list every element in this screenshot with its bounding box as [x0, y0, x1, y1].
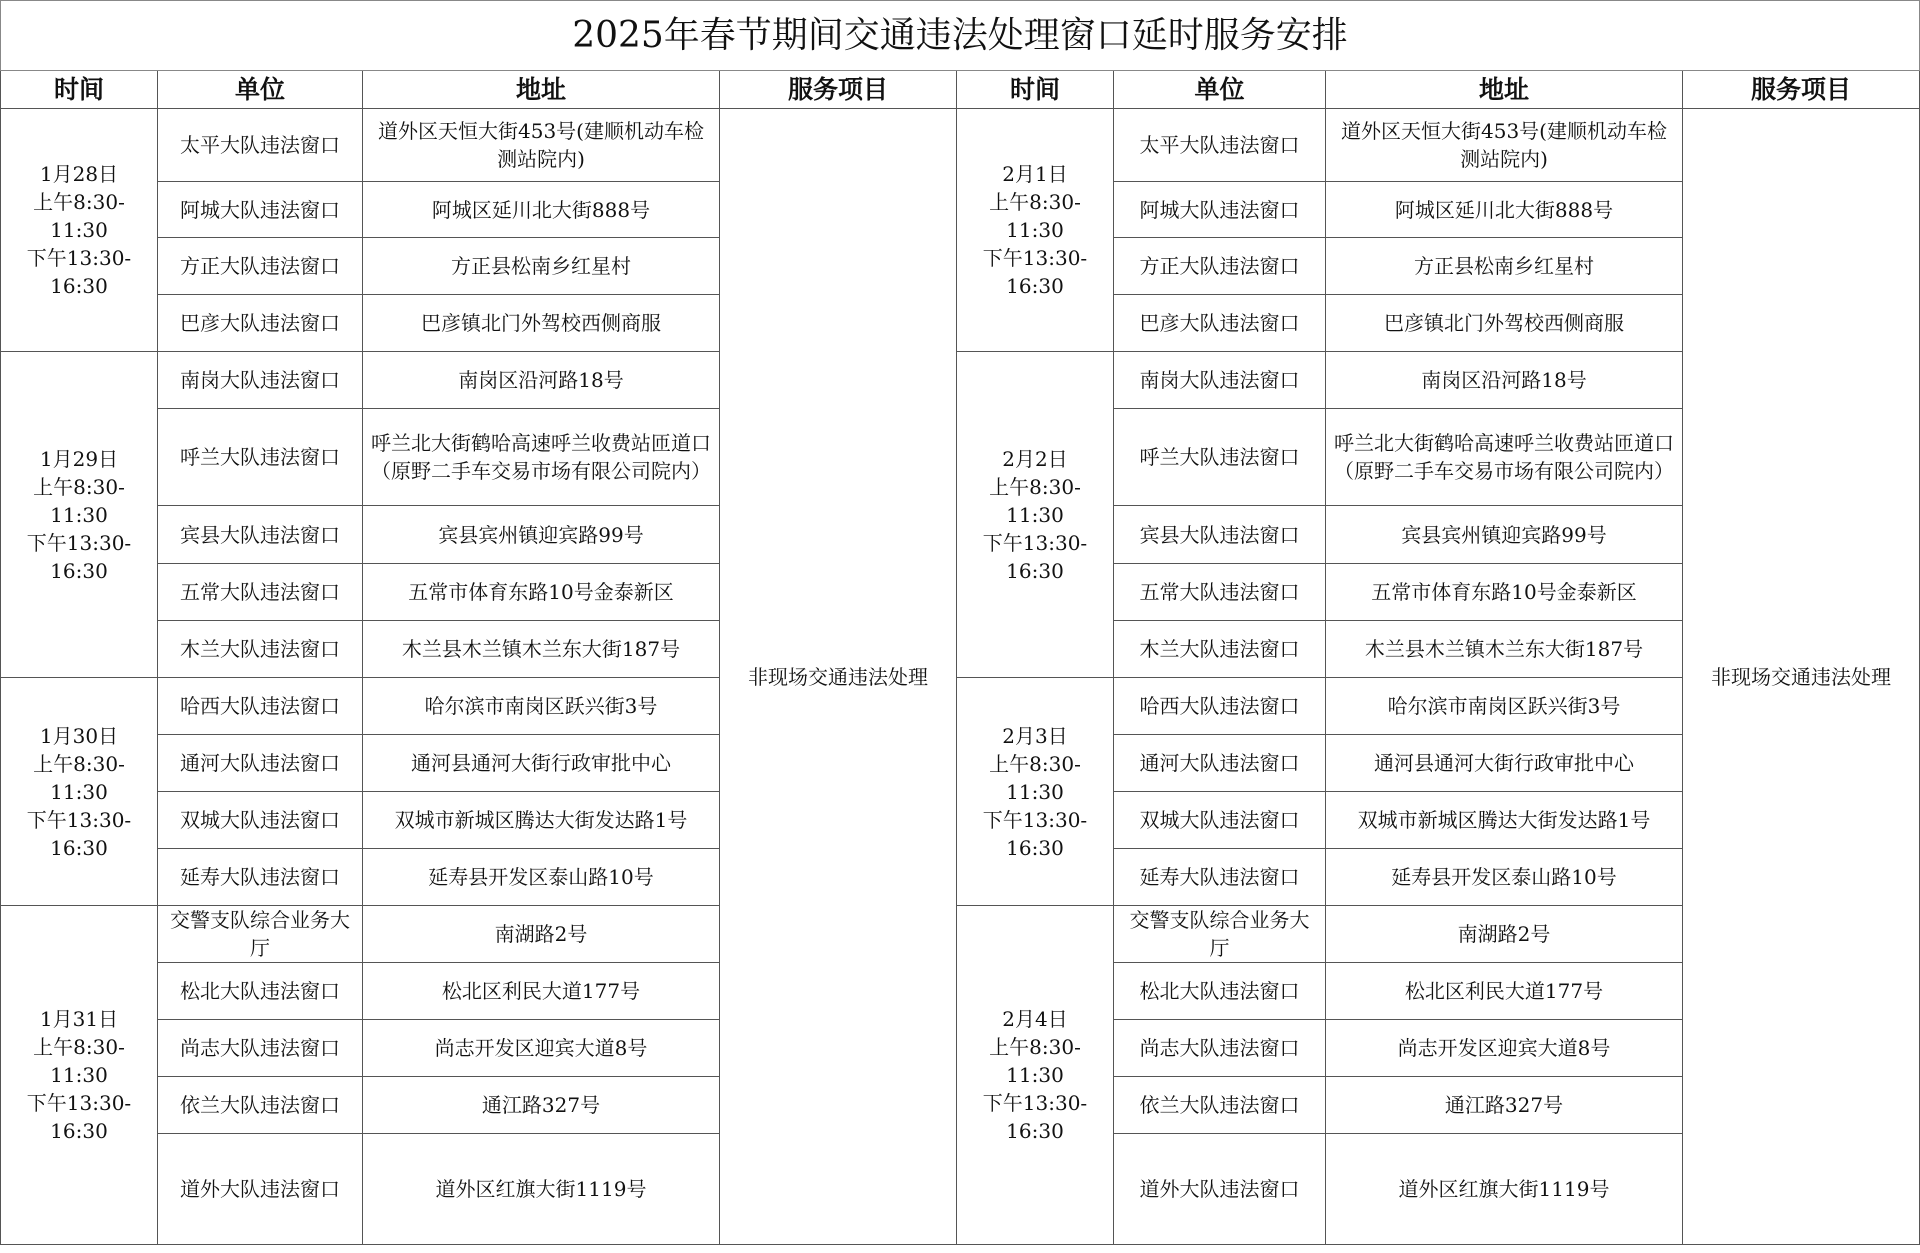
unit-cell-left: 依兰大队违法窗口: [158, 1077, 363, 1134]
page-title: 2025年春节期间交通违法处理窗口延时服务安排: [1, 1, 1920, 71]
unit-cell-left: 延寿大队违法窗口: [158, 849, 363, 906]
time-am: 上午8:30-11:30: [989, 474, 1081, 527]
address-cell-right: 双城市新城区腾达大街发达路1号: [1326, 792, 1683, 849]
address-cell-left: 呼兰北大街鹤哈高速呼兰收费站匝道口 （原野二手车交易市场有限公司院内）: [363, 409, 720, 506]
unit-cell-right: 道外大队违法窗口: [1114, 1134, 1326, 1245]
time-date: 2月4日: [1002, 1007, 1068, 1031]
unit-cell-right: 木兰大队违法窗口: [1114, 621, 1326, 678]
time-cell-left: [1, 352, 158, 678]
header-address-left: 地址: [363, 71, 720, 109]
unit-cell-left: 尚志大队违法窗口: [158, 1020, 363, 1077]
header-service-left: 服务项目: [720, 71, 957, 109]
unit-cell-left: 方正大队违法窗口: [158, 238, 363, 295]
unit-cell-right: 太平大队违法窗口: [1114, 109, 1326, 182]
header-unit-right: 单位: [1114, 71, 1326, 109]
address-cell-left: 延寿县开发区泰山路10号: [363, 849, 720, 906]
unit-cell-right: 五常大队违法窗口: [1114, 564, 1326, 621]
unit-cell-right: 交警支队综合业务大厅: [1114, 906, 1326, 963]
header-unit-left: 单位: [158, 71, 363, 109]
address-cell-left: 五常市体育东路10号金泰新区: [363, 564, 720, 621]
table-row: [1, 109, 1920, 182]
header-time-right: 时间: [957, 71, 1114, 109]
address-cell-right: 道外区天恒大街453号(建顺机动车检测站院内): [1326, 109, 1683, 182]
address-cell-right: 宾县宾州镇迎宾路99号: [1326, 506, 1683, 564]
address-cell-right: 方正县松南乡红星村: [1326, 238, 1683, 295]
time-pm: 下午13:30-16:30: [982, 1091, 1088, 1143]
address-cell-left: 南湖路2号: [363, 906, 720, 963]
time-pm: 下午13:30-16:30: [982, 530, 1088, 583]
address-cell-left: 通江路327号: [363, 1077, 720, 1134]
address-cell-right: 巴彦镇北门外驾校西侧商服: [1326, 295, 1683, 352]
unit-cell-left: 哈西大队违法窗口: [158, 678, 363, 735]
time-cell-left: [1, 906, 158, 1245]
unit-cell-left: 五常大队违法窗口: [158, 564, 363, 621]
header-service-right: 服务项目: [1683, 71, 1920, 109]
header-time-left: 时间: [1, 71, 158, 109]
address-cell-left: 宾县宾州镇迎宾路99号: [363, 506, 720, 564]
unit-cell-left: 道外大队违法窗口: [158, 1134, 363, 1245]
address-cell-left: 道外区天恒大街453号(建顺机动车检测站院内): [363, 109, 720, 182]
unit-cell-left: 双城大队违法窗口: [158, 792, 363, 849]
address-cell-left: 尚志开发区迎宾大道8号: [363, 1020, 720, 1077]
unit-cell-right: 阿城大队违法窗口: [1114, 182, 1326, 238]
address-cell-right: 南岗区沿河路18号: [1326, 352, 1683, 409]
time-cell-right: [957, 906, 1114, 1245]
unit-cell-left: 太平大队违法窗口: [158, 109, 363, 182]
unit-cell-left: 通河大队违法窗口: [158, 735, 363, 792]
time-date: 1月29日: [39, 446, 119, 471]
time-pm: 下午13:30-16:30: [26, 1091, 132, 1143]
header-row: [1, 71, 1920, 109]
table-row: [1, 352, 1920, 409]
table-row: [1, 678, 1920, 735]
address-cell-left: 道外区红旗大街1119号: [363, 1134, 720, 1245]
unit-cell-left: 阿城大队违法窗口: [158, 182, 363, 238]
unit-cell-right: 呼兰大队违法窗口: [1114, 409, 1326, 506]
time-cell-left: [1, 109, 158, 352]
time-date: 2月3日: [1002, 723, 1068, 748]
time-cell-left: [1, 678, 158, 906]
address-cell-left: 方正县松南乡红星村: [363, 238, 720, 295]
unit-cell-left: 木兰大队违法窗口: [158, 621, 363, 678]
time-am: 上午8:30-11:30: [33, 751, 125, 804]
unit-cell-right: 通河大队违法窗口: [1114, 735, 1326, 792]
address-cell-right: 哈尔滨市南岗区跃兴街3号: [1326, 678, 1683, 735]
unit-cell-left: 南岗大队违法窗口: [158, 352, 363, 409]
address-cell-right: 通江路327号: [1326, 1077, 1683, 1134]
address-cell-left: 南岗区沿河路18号: [363, 352, 720, 409]
time-pm: 下午13:30-16:30: [26, 530, 132, 583]
address-cell-right: 通河县通河大街行政审批中心: [1326, 735, 1683, 792]
unit-cell-left: 巴彦大队违法窗口: [158, 295, 363, 352]
unit-cell-right: 尚志大队违法窗口: [1114, 1020, 1326, 1077]
time-am: 上午8:30-11:30: [33, 474, 125, 527]
unit-cell-right: 南岗大队违法窗口: [1114, 352, 1326, 409]
time-cell-right: [957, 109, 1114, 352]
address-cell-left: 通河县通河大街行政审批中心: [363, 735, 720, 792]
time-am: 上午8:30-11:30: [989, 1035, 1081, 1087]
time-date: 2月2日: [1002, 446, 1068, 471]
unit-cell-right: 哈西大队违法窗口: [1114, 678, 1326, 735]
address-cell-right: 木兰县木兰镇木兰东大街187号: [1326, 621, 1683, 678]
unit-cell-right: 方正大队违法窗口: [1114, 238, 1326, 295]
unit-cell-right: 依兰大队违法窗口: [1114, 1077, 1326, 1134]
time-pm: 下午13:30-16:30: [26, 807, 132, 860]
service-cell-right: 非现场交通违法处理: [1683, 109, 1920, 1245]
time-am: 上午8:30-11:30: [33, 190, 125, 242]
unit-cell-left: 松北大队违法窗口: [158, 963, 363, 1020]
unit-cell-left: 呼兰大队违法窗口: [158, 409, 363, 506]
unit-cell-left: 宾县大队违法窗口: [158, 506, 363, 564]
address-cell-right: 阿城区延川北大街888号: [1326, 182, 1683, 238]
unit-cell-left: 交警支队综合业务大厅: [158, 906, 363, 963]
address-cell-right: 道外区红旗大街1119号: [1326, 1134, 1683, 1245]
time-pm: 下午13:30-16:30: [982, 246, 1088, 298]
time-date: 1月28日: [39, 162, 119, 186]
unit-cell-right: 宾县大队违法窗口: [1114, 506, 1326, 564]
address-cell-right: 五常市体育东路10号金泰新区: [1326, 564, 1683, 621]
unit-cell-right: 双城大队违法窗口: [1114, 792, 1326, 849]
address-cell-right: 松北区利民大道177号: [1326, 963, 1683, 1020]
unit-cell-right: 巴彦大队违法窗口: [1114, 295, 1326, 352]
address-cell-left: 阿城区延川北大街888号: [363, 182, 720, 238]
time-cell-right: [957, 352, 1114, 678]
time-pm: 下午13:30-16:30: [26, 246, 132, 298]
service-cell-left: 非现场交通违法处理: [720, 109, 957, 1245]
time-date: 2月1日: [1002, 162, 1068, 186]
header-address-right: 地址: [1326, 71, 1683, 109]
address-cell-right: 呼兰北大街鹤哈高速呼兰收费站匝道口 （原野二手车交易市场有限公司院内）: [1326, 409, 1683, 506]
time-pm: 下午13:30-16:30: [982, 807, 1088, 860]
address-cell-left: 双城市新城区腾达大街发达路1号: [363, 792, 720, 849]
time-am: 上午8:30-11:30: [989, 751, 1081, 804]
address-cell-right: 延寿县开发区泰山路10号: [1326, 849, 1683, 906]
time-am: 上午8:30-11:30: [33, 1035, 125, 1087]
address-cell-left: 哈尔滨市南岗区跃兴街3号: [363, 678, 720, 735]
time-am: 上午8:30-11:30: [989, 190, 1081, 242]
unit-cell-right: 松北大队违法窗口: [1114, 963, 1326, 1020]
address-cell-left: 巴彦镇北门外驾校西侧商服: [363, 295, 720, 352]
address-cell-right: 尚志开发区迎宾大道8号: [1326, 1020, 1683, 1077]
address-cell-left: 松北区利民大道177号: [363, 963, 720, 1020]
time-date: 1月31日: [39, 1007, 119, 1031]
table-row: [1, 906, 1920, 963]
unit-cell-right: 延寿大队违法窗口: [1114, 849, 1326, 906]
time-cell-right: [957, 678, 1114, 906]
address-cell-left: 木兰县木兰镇木兰东大街187号: [363, 621, 720, 678]
address-cell-right: 南湖路2号: [1326, 906, 1683, 963]
time-date: 1月30日: [39, 723, 119, 748]
